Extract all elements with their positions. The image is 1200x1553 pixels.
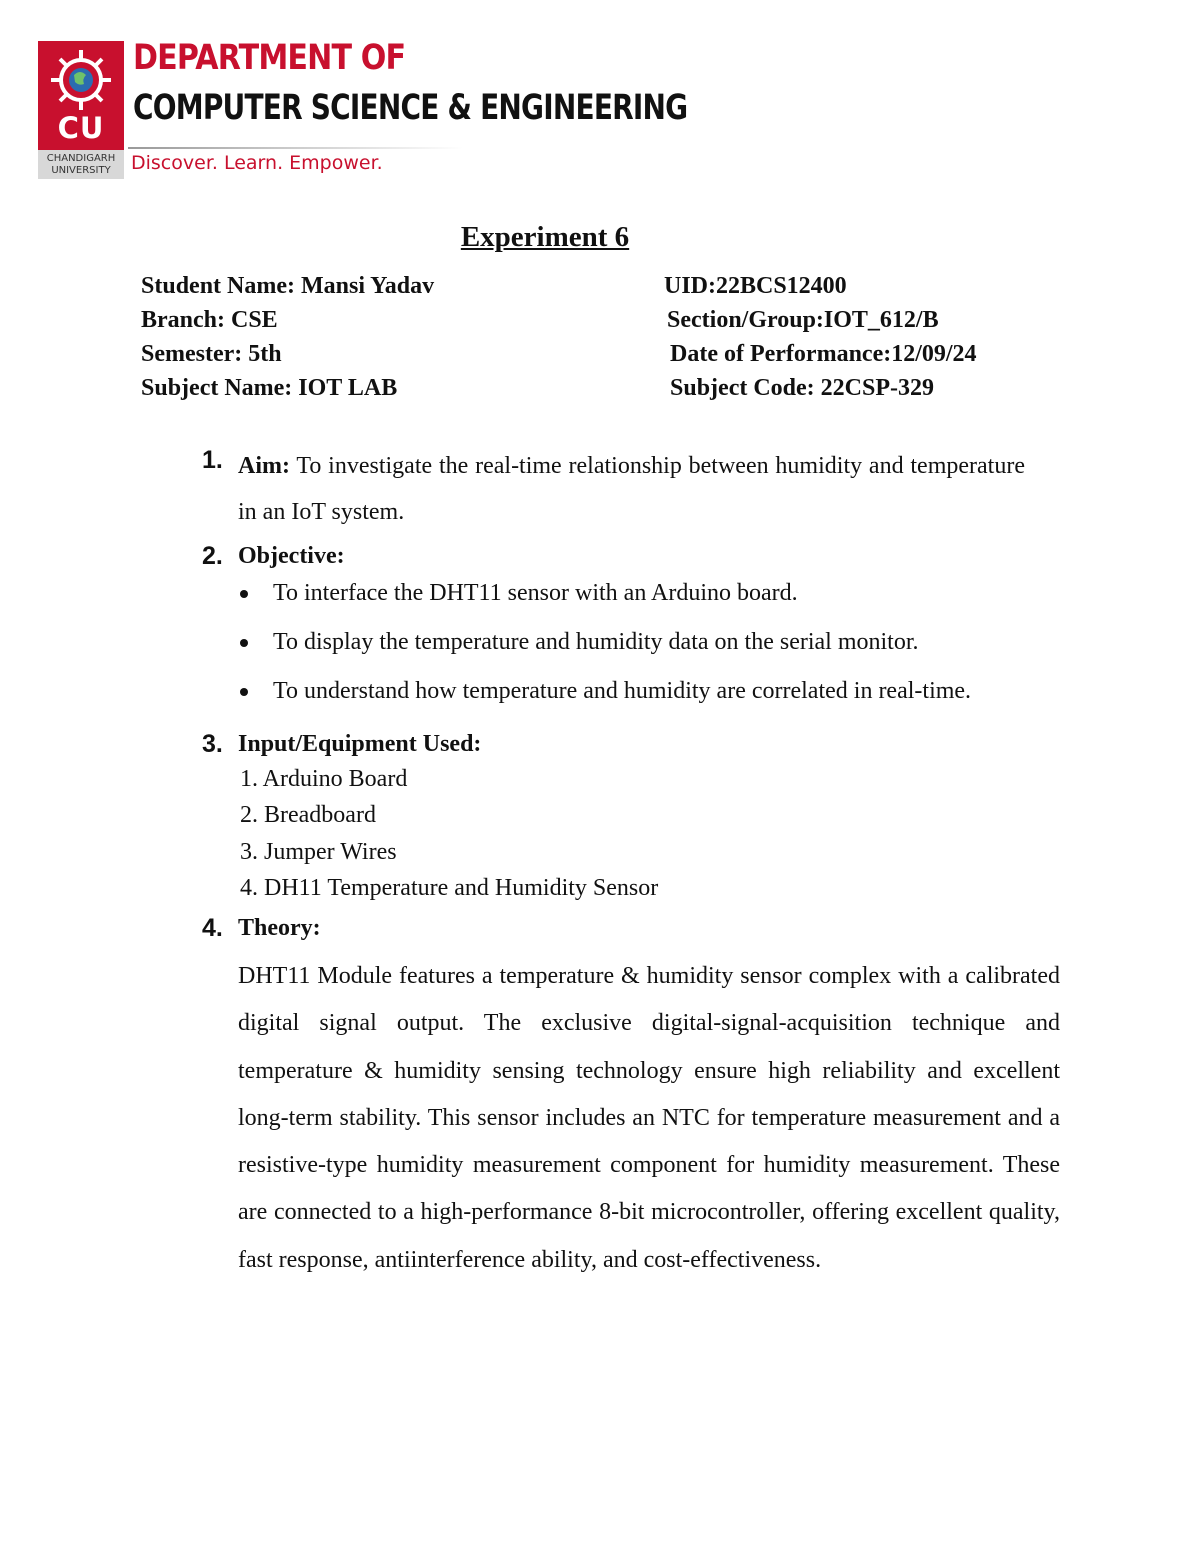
subject-name: Subject Name: IOT LAB [141, 375, 398, 401]
objective-item: To interface the DHT11 sensor with an Arduino board. [273, 580, 798, 606]
logo-subtext-line2: UNIVERSITY [51, 165, 111, 176]
bullet-icon [238, 688, 250, 700]
theory-paragraph: DHT11 Module features a temperature & humidity sensor complex with a calibrated digital signal output. The exclusive digital-signal-acquisition technique and temperature & humidity sensing technology ensure high reliability and excellent long-term stability. This sensor includes an NTC for temperature measurement and a resistive-type humidity measurement component for humidity measurement. These are connected to a high-performance 8-bit microcontroller, offering excellent quality, fast response, antiinterference ability, and cost-effectiveness. [238, 963, 1060, 1273]
aim-text: To investigate the real-time relationship between humidity and temperature in an IoT system. [238, 453, 1025, 525]
branch: Branch: CSE [141, 307, 278, 333]
subject-code: Subject Code: 22CSP-329 [670, 375, 934, 401]
objective-item: To understand how temperature and humidity are correlated in real-time. [273, 678, 972, 704]
bullet-icon [238, 639, 250, 651]
logo-cu-text: CU [57, 111, 105, 145]
bullet-icon [238, 590, 250, 602]
university-logo [38, 41, 124, 179]
department-heading: DEPARTMENT OF [133, 38, 406, 78]
logo-subtext-line1: CHANDIGARH [46, 153, 116, 164]
equipment-item: 3. Jumper Wires [240, 839, 397, 865]
aim-label: Aim: [238, 453, 290, 479]
aim-paragraph [238, 443, 1025, 535]
theory-heading: Theory: [238, 915, 321, 941]
equipment-item: 4. DH11 Temperature and Humidity Sensor [240, 875, 659, 901]
page-title: Experiment 6 [460, 221, 630, 253]
equipment-heading: Input/Equipment Used: [238, 731, 482, 757]
header-divider [128, 147, 463, 149]
gear-globe-icon [43, 47, 119, 121]
equipment-item: 2. Breadboard [240, 802, 376, 828]
aim-number: 1. [202, 446, 223, 474]
semester: Semester: 5th [141, 341, 282, 367]
student-uid: UID:22BCS12400 [664, 273, 847, 299]
student-name: Student Name: Mansi Yadav [141, 273, 435, 299]
logo-university-text [38, 150, 124, 179]
date-of-performance: Date of Performance:12/09/24 [670, 341, 977, 367]
section-group: Section/Group:IOT_612/B [667, 307, 939, 333]
theory-number: 4. [202, 914, 223, 942]
objective-heading: Objective: [238, 543, 345, 569]
objective-number: 2. [202, 542, 223, 570]
equipment-number: 3. [202, 730, 223, 758]
tagline: Discover. Learn. Empower. [131, 152, 383, 174]
equipment-item: 1. Arduino Board [240, 766, 408, 792]
objective-item: To display the temperature and humidity data on the serial monitor. [273, 629, 919, 655]
department-subheading: COMPUTER SCIENCE & ENGINEERING [133, 88, 688, 128]
